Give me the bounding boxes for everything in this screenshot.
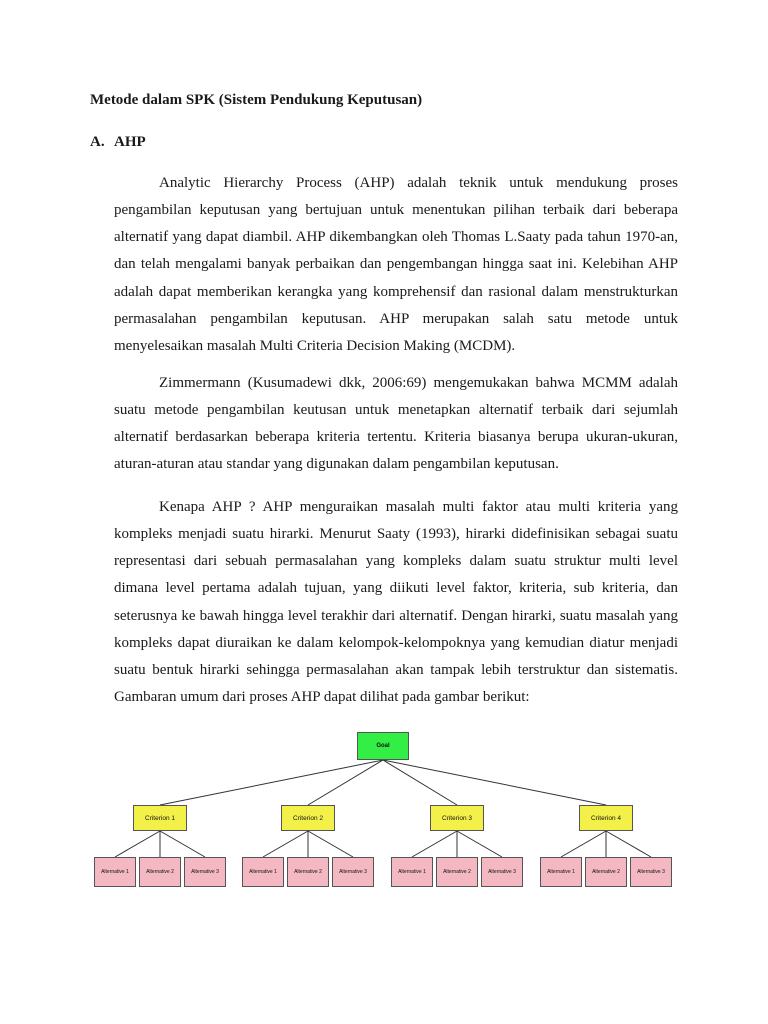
alternative-box: Alternative 3 [481,857,523,887]
criterion-to-alternative-line [412,831,457,857]
criterion-box: Criterion 2 [281,805,335,831]
alternative-box: Alternative 2 [287,857,329,887]
goal-to-criterion-line [308,760,383,805]
criterion-to-alternative-line [308,831,353,857]
alternative-box: Alternative 1 [540,857,582,887]
criterion-to-alternative-line [457,831,502,857]
alternative-box: Alternative 3 [332,857,374,887]
alternative-box: Alternative 1 [94,857,136,887]
goal-box: Goal [357,732,409,760]
paragraph-why-ahp: Kenapa AHP ? AHP menguraikan masalah multi faktor atau multi kriteria yang kompleks menjadi suatu hirarki. Menurut Saaty (1993), hirarki didefinisikan sebagai suatu representasi dari sebuah permasalahan yang kompleks dalam suatu struktur multi level dimana level pertama adalah tujuan, yang diikuti level faktor, kriteria, sub kriteria, dan seterusnya ke bawah hingga level terakhir dari alternatif. Dengan hirarki, suatu masalah yang kompleks dapat diuraikan ke dalam kelompok-kelompoknya yang kemudian diatur menjadi suatu bentuk hirarki sehingga permasalahan akan tampak lebih terstruktur dan sistematis. Gambaran umum dari proses AHP dapat dilihat pada gambar berikut: [114,499,678,706]
section-label: AHP [114,134,146,150]
alternative-box: Alternative 1 [242,857,284,887]
alternative-box: Alternative 3 [630,857,672,887]
alternative-box: Alternative 2 [585,857,627,887]
alternative-box: Alternative 2 [436,857,478,887]
paragraph-ahp-intro: Analytic Hierarchy Process (AHP) adalah teknik untuk mendukung proses pengambilan keputusan yang bertujuan untuk menentukan pilihan terbaik dari beberapa alternatif yang dapat diambil. AHP dikembangkan oleh Thomas L.Saaty pada tahun 1970-an, dan telah mengalami banyak perbaikan dan pengembangan hingga saat ini. Kelebihan AHP adalah dapat memberikan kerangka yang komprehensif dan rasional dalam menstrukturkan permasalahan pengambilan keputusan. AHP merupakan salah satu metode untuk menyelesaikan masalah Multi Criteria Decision Making (MCDM). [114,175,678,354]
criterion-to-alternative-line [115,831,160,857]
alternative-box: Alternative 2 [139,857,181,887]
section-heading [90,134,146,151]
goal-to-criterion-line [383,760,457,805]
criterion-to-alternative-line [561,831,606,857]
goal-to-criterion-line [160,760,383,805]
alternative-box: Alternative 3 [184,857,226,887]
criterion-to-alternative-line [606,831,651,857]
alternative-box: Alternative 1 [391,857,433,887]
criterion-box: Criterion 4 [579,805,633,831]
goal-to-criterion-line [383,760,606,805]
paragraph-zimmermann: Zimmermann (Kusumadewi dkk, 2006:69) mengemukakan bahwa MCMM adalah suatu metode pengambilan keutusan untuk menetapkan alternatif terbaik dari sejumlah alternatif berdasarkan beberapa kriteria tertentu. Kriteria biasanya berupa ukuran-ukuran, aturan-aturan atau standar yang digunakan dalam pengambilan keputusan. [114,375,678,473]
criterion-to-alternative-line [160,831,205,857]
criterion-to-alternative-line [263,831,308,857]
criterion-box: Criterion 3 [430,805,484,831]
criterion-box: Criterion 1 [133,805,187,831]
document-title: Metode dalam SPK (Sistem Pendukung Keputusan) [90,92,423,108]
section-number: A. [90,134,105,150]
